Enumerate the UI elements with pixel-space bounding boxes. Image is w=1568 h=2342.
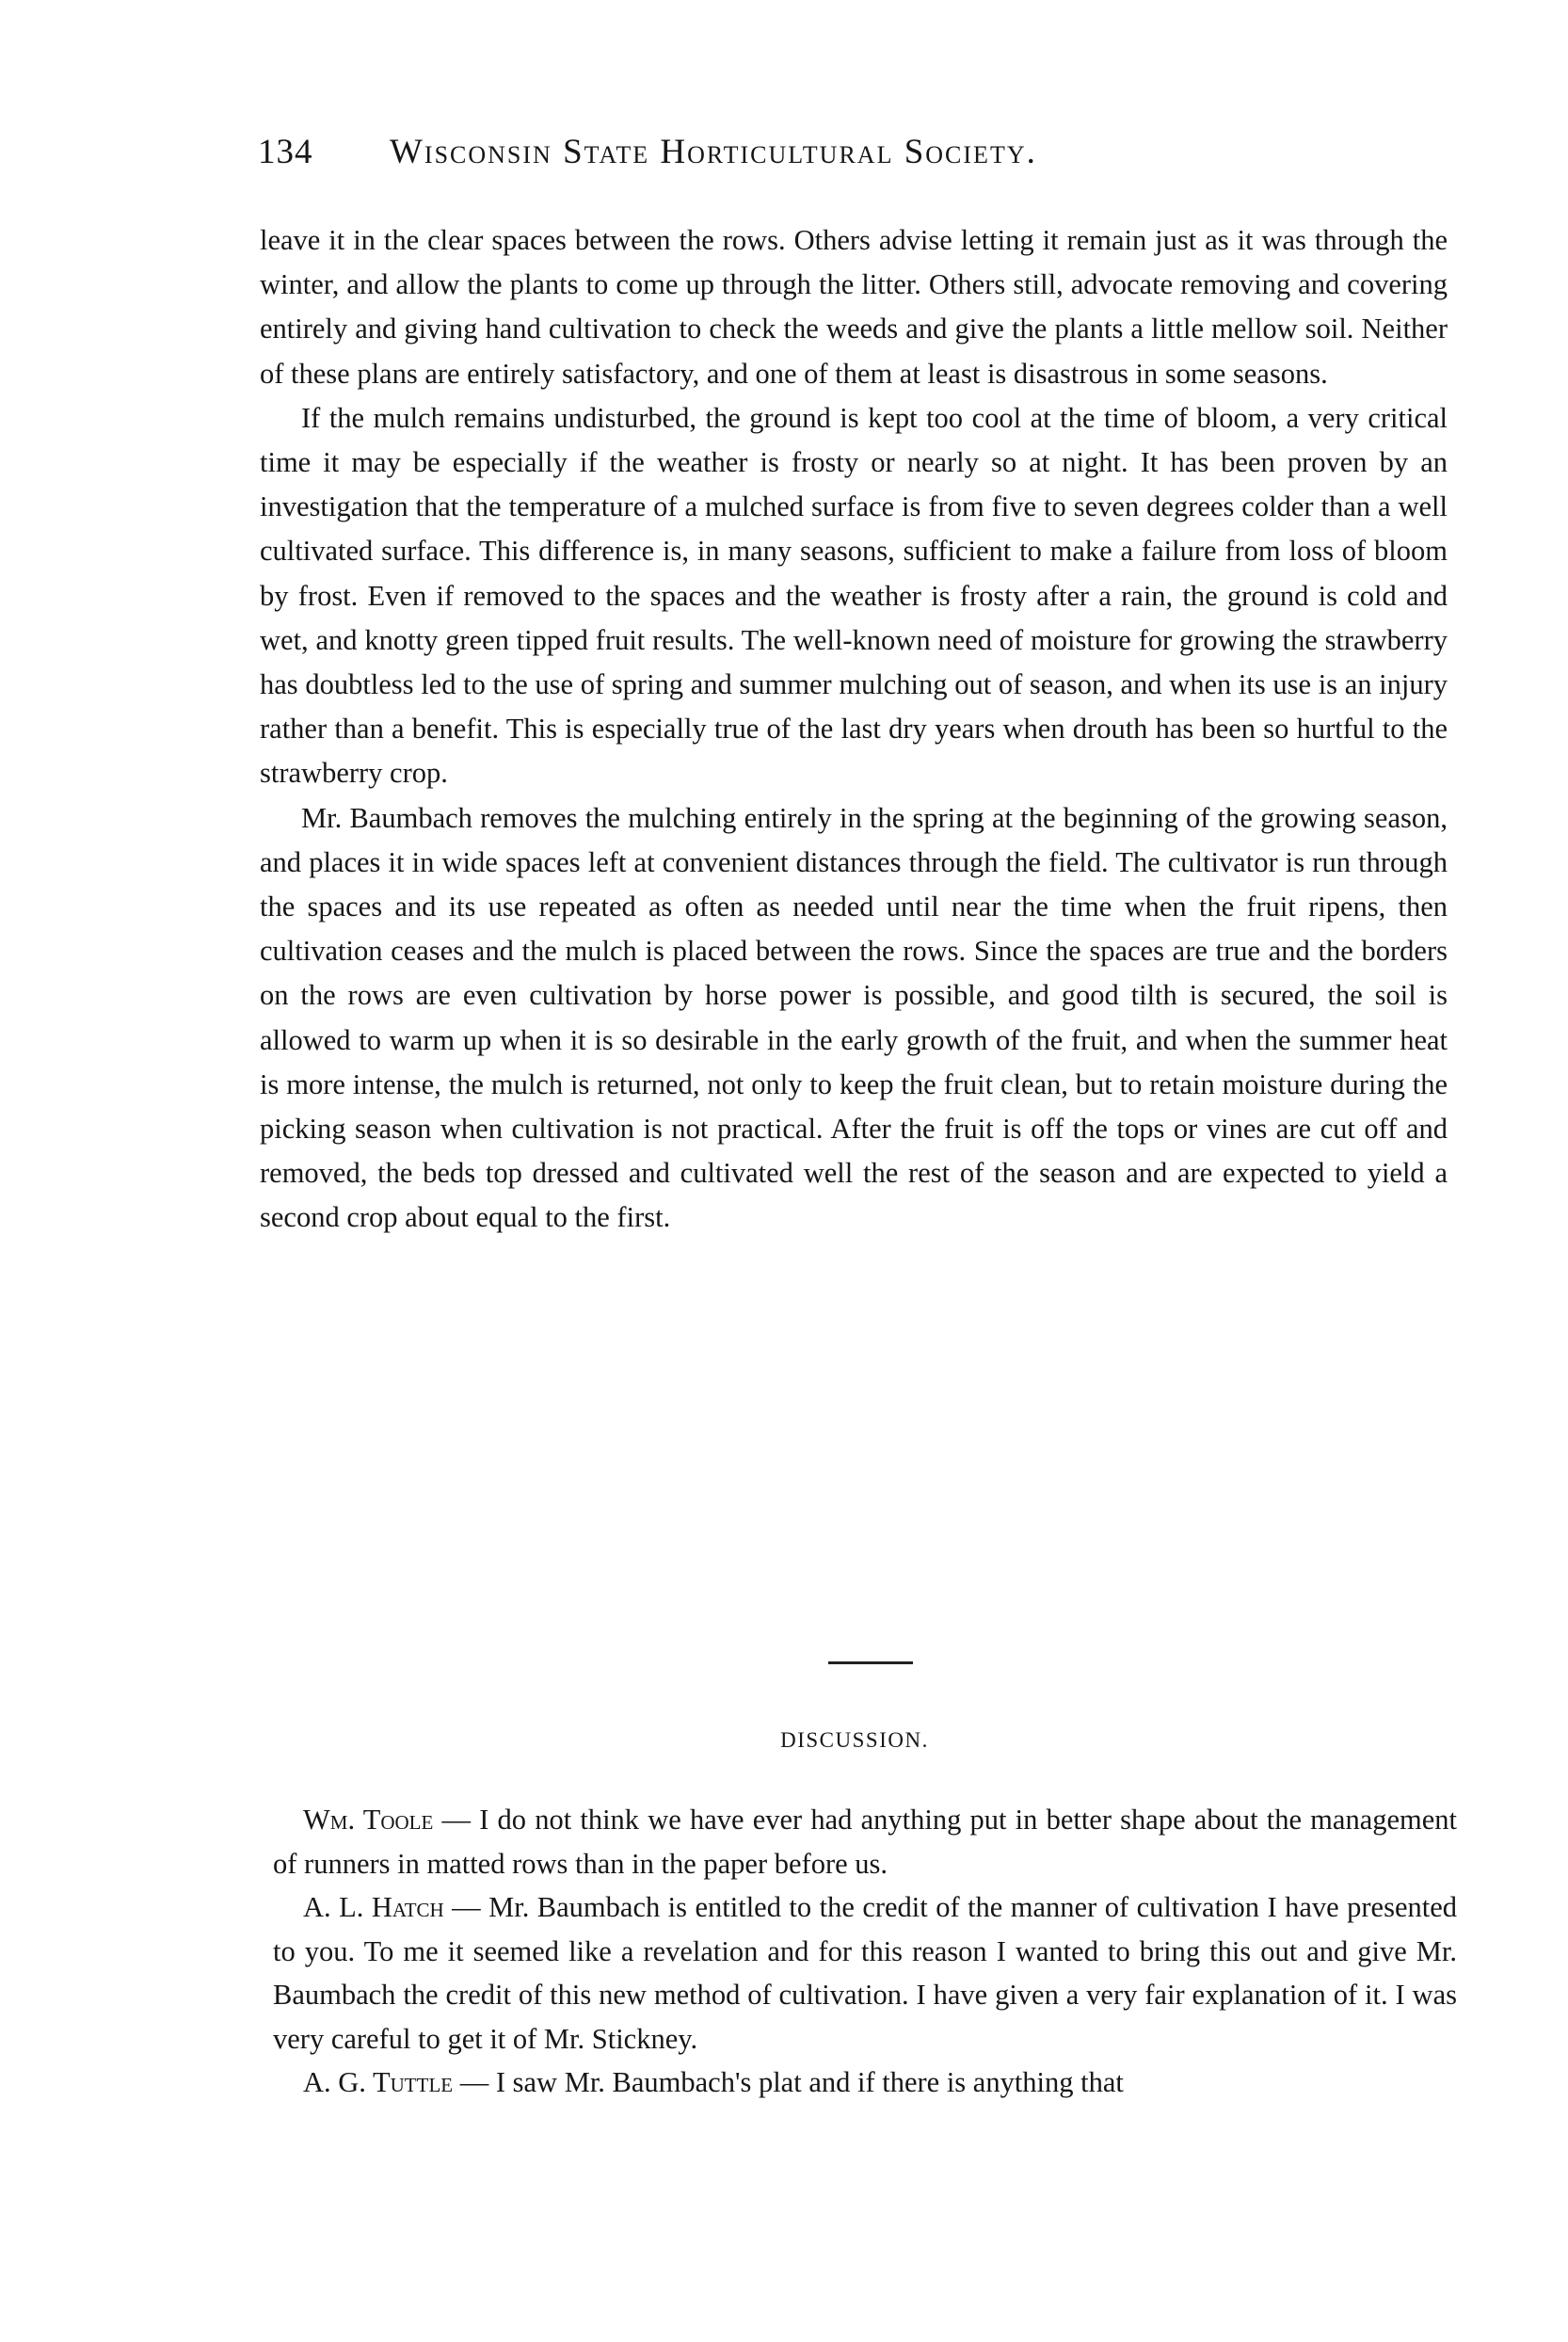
speaker-remark: — I saw Mr. Baumbach's plat and if there is anything that	[453, 2066, 1124, 2098]
discussion-entry	[273, 1798, 1457, 1885]
paragraph: leave it in the clear spaces between the rows. Others advise letting it remain just as it was through the winter, and allow the plants to come up through the litter. Others still, advocate removing and covering entirely and giving hand cultivation to check the weeds and give the plants a little mellow soil. Neither of these plans are entirely satisfactory, and one of them at least is disastrous in some seasons.	[260, 224, 1448, 390]
article-body	[260, 218, 1448, 1241]
discussion-heading: DISCUSSION.	[780, 1728, 929, 1752]
running-title: Wisconsin State Horticultural Society.	[390, 133, 1037, 171]
speaker-remark: — Mr. Baumbach is entitled to the credit of the manner of cultivation I have presented to you. To me it seemed like a revelation and for this reason I wanted to bring this out and give Mr. Baumbach the credit of this new method of cultivation. I have given a very fair explanation of it. I was very careful to get it of Mr. Stickney.	[273, 1891, 1457, 2055]
discussion-entry	[273, 1885, 1457, 2061]
speaker-remark: — I do not think we have ever had anything put in better shape about the management of runners in matted rows than in the paper before us.	[273, 1804, 1458, 1880]
discussion-section	[273, 1798, 1457, 2105]
speaker-name: A. L. Hatch	[303, 1891, 444, 1923]
speaker-name: A. G. Tuttle	[303, 2066, 454, 2098]
running-head	[258, 132, 1321, 188]
section-divider	[828, 1661, 913, 1664]
page-number: 134	[258, 133, 313, 171]
paragraph: Mr. Baumbach removes the mulching entirely in the spring at the beginning of the growing season, and places it in wide spaces left at convenient distances through the field. The cultivator is run through the spaces and its use repeated as often as needed until near the time when the fruit ripens, then cultivation ceases and the mulch is placed between the rows. Since the spaces are true and the borders on the rows are even cultivation by horse power is possible, and good tilth is secured, the soil is allowed to warm up when it is so desirable in the early growth of the fruit, and when the summer heat is more intense, the mulch is returned, not only to keep the fruit clean, but to retain moisture during the picking season when cultivation is not practical. After the fruit is off the tops or vines are cut off and removed, the beds top dressed and cultivated well the rest of the season and are expected to yield a second crop about equal to the first.	[260, 801, 1448, 1234]
speaker-name: Wm. Toole	[303, 1804, 434, 1836]
discussion-entry	[273, 2061, 1457, 2105]
paragraph: If the mulch remains undisturbed, the ground is kept too cool at the time of bloom, a very critical time it may be especially if the weather is frosty or nearly so at night. It has been proven by an investigation that the temperature of a mulched surface is from five to seven degrees colder than a well cultivated surface. This difference is, in many seasons, sufficient to make a failure from loss of bloom by frost. Even if removed to the spaces and the weather is frosty after a rain, the ground is cold and wet, and knotty green tipped fruit results. The well-known need of moisture for growing the strawberry has doubtless led to the use of spring and summer mulching out of season, and when its use is an injury rather than a benefit. This is especially true of the last dry years when drouth has been so hurtful to the strawberry crop.	[260, 401, 1448, 790]
